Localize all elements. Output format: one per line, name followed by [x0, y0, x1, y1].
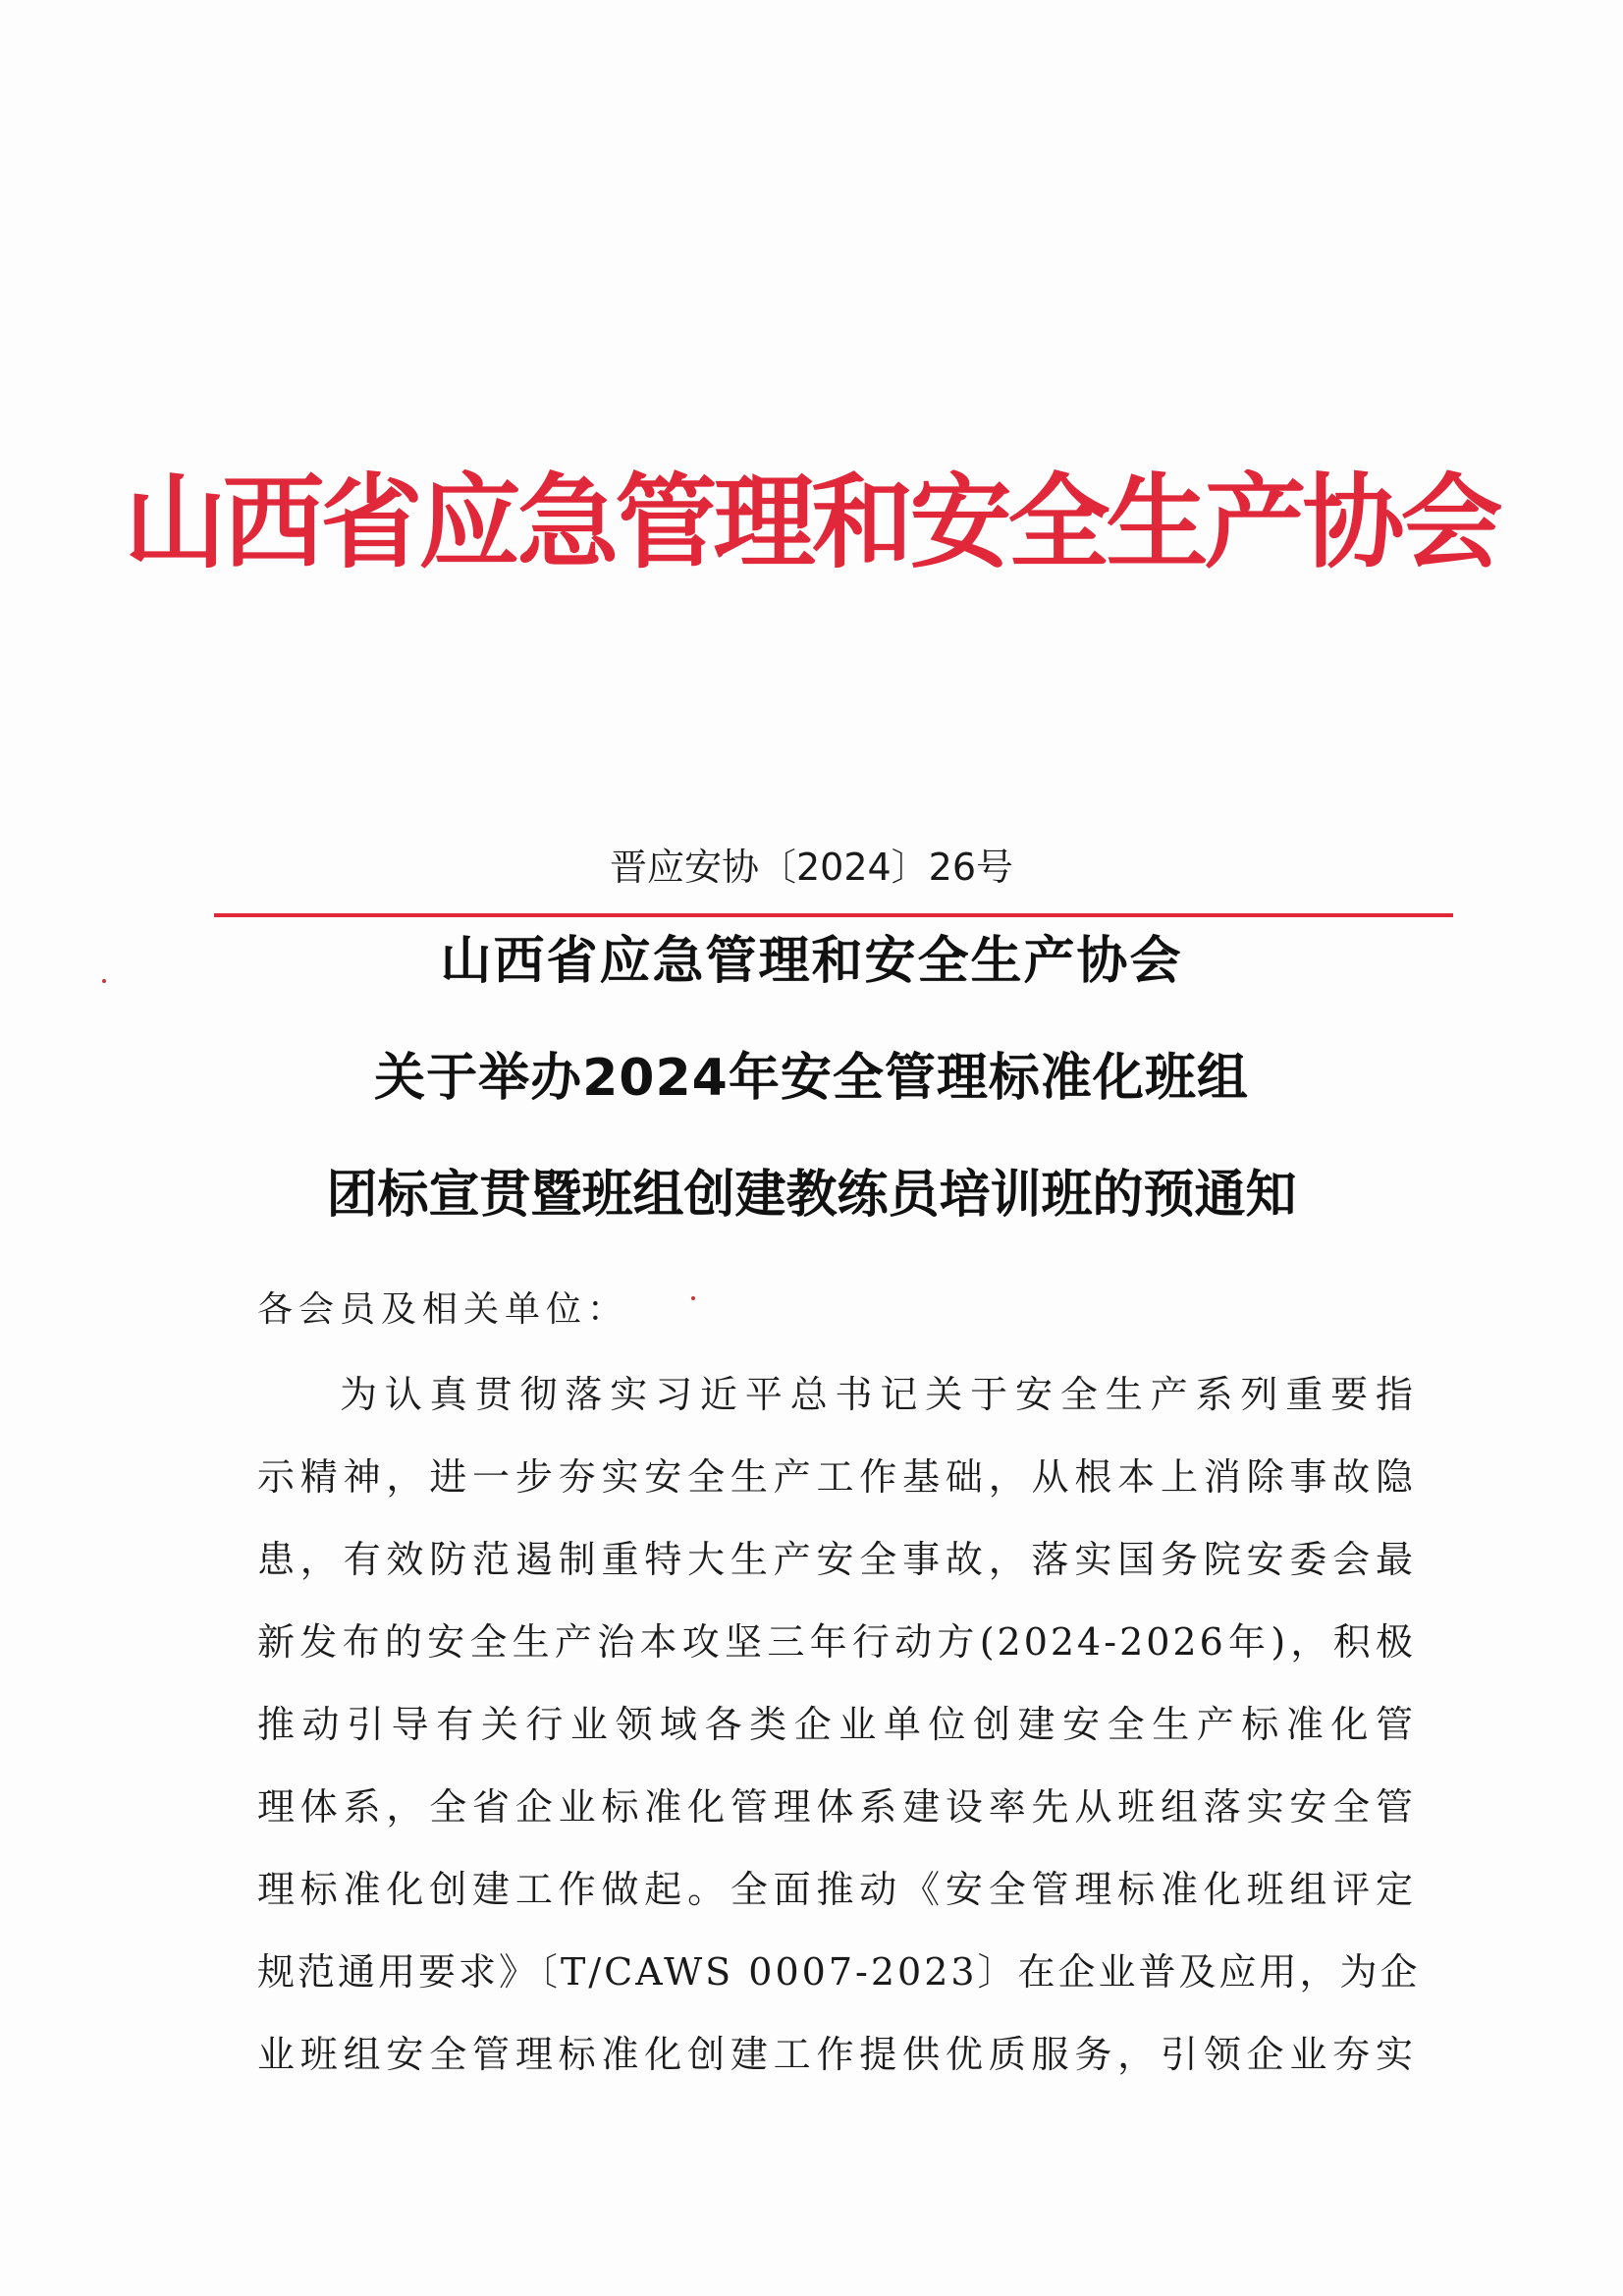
- body-line: 新发布的安全生产治本攻坚三年行动方(2024-2026年)，积极: [257, 1620, 1416, 1664]
- body-line: 理体系，全省企业标准化管理体系建设率先从班组落实安全管: [257, 1785, 1416, 1829]
- body-line: 规范通用要求》〔T/CAWS 0007-2023〕在企业普及应用，为企: [257, 1950, 1421, 1994]
- document-number: 晋应安协〔2024〕26号: [609, 846, 1014, 889]
- salutation: 各会员及相关单位：: [257, 1289, 629, 1330]
- body-line: 示精神，进一步夯实安全生产工作基础，从根本上消除事故隐: [257, 1455, 1416, 1499]
- title-line-3: 团标宣贯暨班组创建教练员培训班的预通知: [326, 1166, 1297, 1225]
- body-line: 为认真贯彻落实习近平总书记关于安全生产系列重要指: [340, 1373, 1416, 1416]
- scan-speck: [102, 979, 106, 983]
- scan-speck: [691, 1296, 695, 1300]
- red-divider-line: [214, 913, 1453, 917]
- letterhead-org-name: 山西省应急管理和安全生产协会: [124, 462, 1499, 582]
- body-line: 理标准化创建工作做起。全面推动《安全管理标准化班组评定: [257, 1868, 1416, 1911]
- body-line: 患，有效防范遏制重特大生产安全事故，落实国务院安委会最: [257, 1538, 1416, 1581]
- body-paragraph: [257, 1353, 1421, 2096]
- title-line-1: 山西省应急管理和安全生产协会: [440, 932, 1183, 991]
- body-line: 业班组安全管理标准化创建工作提供优质服务，引领企业夯实: [257, 2033, 1416, 2076]
- body-line: 推动引导有关行业领域各类企业单位创建安全生产标准化管: [257, 1703, 1416, 1746]
- title-line-2: 关于举办2024年安全管理标准化班组: [374, 1049, 1249, 1108]
